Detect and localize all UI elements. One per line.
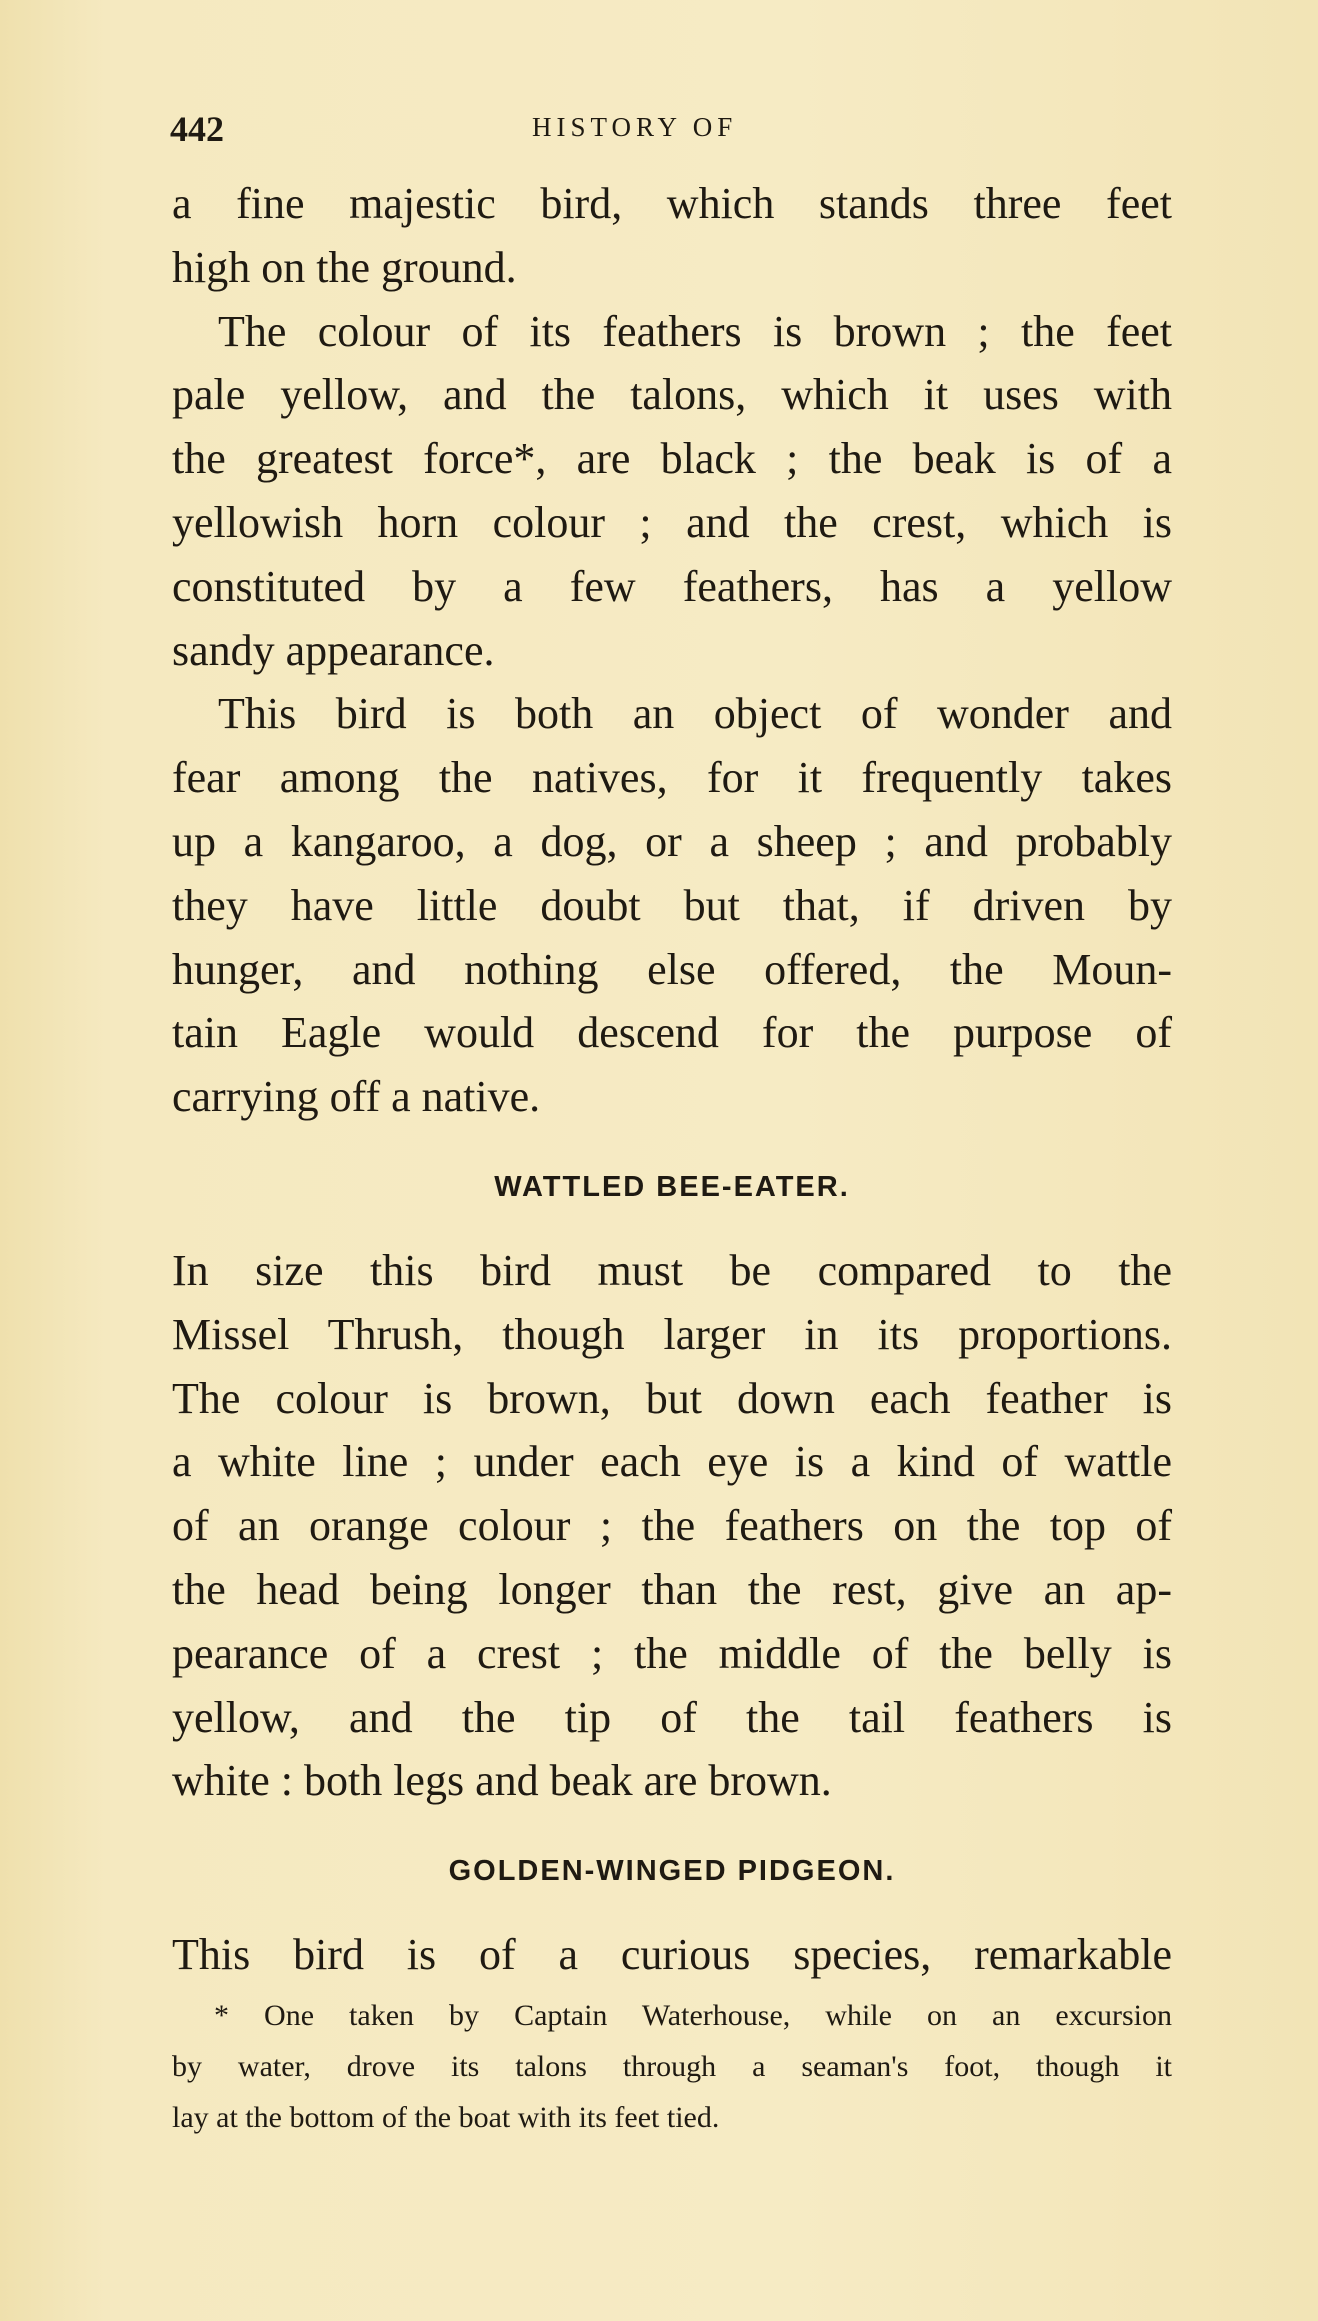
text-line: This bird is both an object of wonder and	[218, 689, 1172, 739]
section-heading: WATTLED BEE-EATER.	[494, 1170, 850, 1203]
text-line: yellow, and the tip of the tail feathers is	[172, 1692, 1172, 1742]
text-line: the head being longer than the rest, give an ap-	[172, 1564, 1172, 1614]
text-line: tain Eagle would descend for the purpose of	[172, 1008, 1172, 1058]
footnote-line: lay at the bottom of the boat with its feet tied.	[172, 2101, 720, 2134]
text-line: high on the ground.	[172, 242, 517, 292]
text-line: white : both legs and beak are brown.	[172, 1756, 832, 1806]
text-line: The colour is brown, but down each feather is	[172, 1373, 1172, 1423]
text-line: of an orange colour ; the feathers on the top of	[172, 1501, 1172, 1551]
text-line: a fine majestic bird, which stands three feet	[172, 179, 1172, 228]
footnote-line: * One taken by Captain Waterhouse, while on an excursion	[214, 1999, 1172, 2032]
text-line: pale yellow, and the talons, which it uses with	[172, 370, 1172, 420]
text-line: carrying off a native.	[172, 1072, 541, 1122]
text-line: hunger, and nothing else offered, the Moun-	[172, 944, 1172, 994]
text-line: The colour of its feathers is brown ; the feet	[218, 306, 1172, 356]
text-line: a white line ; under each eye is a kind of wattle	[172, 1437, 1172, 1487]
text-line: This bird is of a curious species, remarkable	[172, 1930, 1172, 1980]
text-line: pearance of a crest ; the middle of the belly is	[172, 1628, 1172, 1678]
text-line: the greatest force*, are black ; the beak is of a	[172, 434, 1172, 484]
text-line: yellowish horn colour ; and the crest, which is	[172, 497, 1172, 547]
page-header	[170, 108, 1170, 148]
text-line: Missel Thrush, though larger in its proportions.	[172, 1309, 1172, 1359]
text-line: up a kangaroo, a dog, or a sheep ; and probably	[172, 816, 1172, 866]
text-line: sandy appearance.	[172, 625, 495, 675]
text-line: they have little doubt but that, if driven by	[172, 880, 1172, 930]
footnote-line: by water, drove its talons through a seaman's foot, though it	[172, 2050, 1172, 2083]
text-line: constituted by a few feathers, has a yellow	[172, 561, 1172, 611]
running-head: HISTORY OF	[532, 112, 738, 142]
footnote	[172, 1990, 1172, 2143]
text-line: fear among the natives, for it frequently takes	[172, 753, 1172, 803]
page-body	[172, 172, 1172, 1987]
page-number: 442	[170, 109, 224, 149]
section-heading: GOLDEN-WINGED PIDGEON.	[448, 1855, 896, 1888]
text-line: In size this bird must be compared to the	[172, 1245, 1172, 1295]
